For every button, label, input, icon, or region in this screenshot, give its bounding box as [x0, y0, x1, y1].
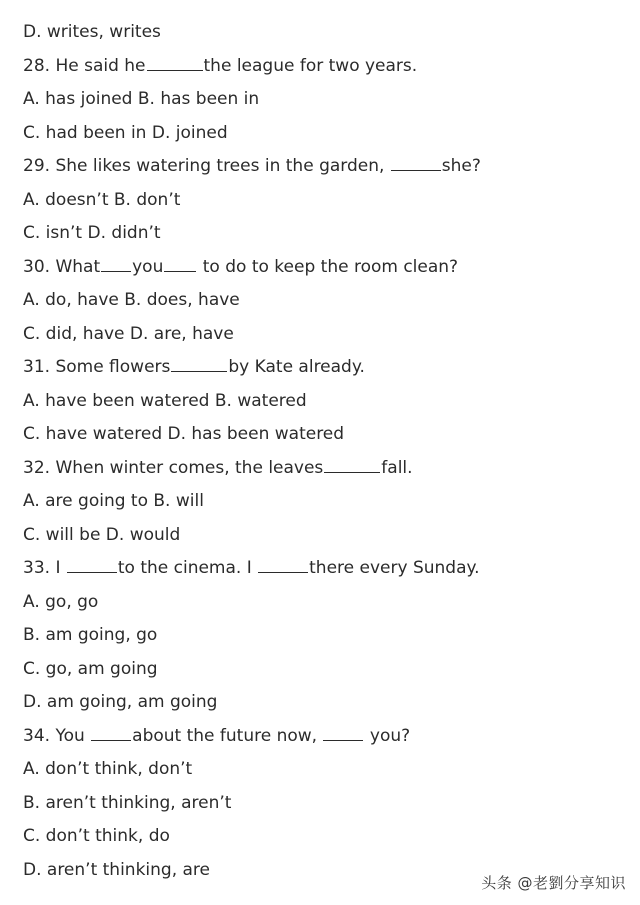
question-list — [23, 16, 623, 887]
line-text: A. do, have B. does, have — [23, 290, 240, 310]
line-text: fall. — [381, 457, 413, 478]
answer-blank — [171, 354, 227, 372]
line-text: 33. I — [23, 558, 66, 578]
watermark: 头条 @老劉分享知识 — [481, 874, 626, 892]
answer-blank — [91, 723, 131, 741]
text-line — [23, 686, 623, 720]
text-line — [23, 586, 623, 620]
text-line — [23, 519, 623, 553]
line-text: C. isn’t D. didn’t — [23, 223, 161, 243]
answer-blank — [391, 153, 441, 171]
answer-blank — [324, 455, 380, 473]
line-text: B. am going, go — [23, 625, 158, 645]
text-line — [23, 351, 623, 385]
line-text: A. don’t think, don’t — [23, 759, 193, 779]
text-line — [23, 150, 623, 184]
line-text: 32. When winter comes, the leaves — [23, 457, 324, 478]
answer-blank — [101, 254, 131, 272]
text-line — [23, 83, 623, 117]
text-line — [23, 619, 623, 653]
text-line — [23, 452, 623, 486]
line-text: she? — [441, 156, 481, 176]
text-line — [23, 50, 623, 84]
line-text: the league for two years. — [203, 55, 418, 76]
line-text: 29. She likes watering trees in the garden, — [23, 156, 390, 176]
line-text: C. will be D. would — [23, 524, 181, 545]
line-text: D. writes, writes — [23, 22, 161, 42]
text-line — [23, 720, 623, 754]
text-line — [23, 418, 623, 452]
text-line — [23, 251, 623, 285]
text-line — [23, 552, 623, 586]
line-text: A. has joined B. has been in — [23, 89, 260, 109]
line-text: there every Sunday. — [309, 558, 480, 578]
line-text: to the cinema. I — [117, 558, 258, 578]
text-line — [23, 284, 623, 318]
line-text: to do to keep the room clean? — [197, 256, 459, 277]
line-text: 30. What — [23, 256, 101, 277]
line-text: C. go, am going — [23, 658, 158, 679]
line-text: you — [132, 256, 164, 277]
line-text: A. doesn’t B. don’t — [23, 189, 181, 210]
text-line — [23, 217, 623, 251]
text-line — [23, 485, 623, 519]
text-line — [23, 184, 623, 218]
line-text: C. don’t think, do — [23, 826, 170, 846]
answer-blank — [164, 254, 196, 272]
line-text: A. go, go — [23, 591, 99, 612]
text-line — [23, 385, 623, 419]
answer-blank — [258, 555, 308, 573]
text-line — [23, 16, 623, 50]
line-text: C. had been in D. joined — [23, 122, 228, 143]
line-text: C. have watered D. has been watered — [23, 424, 345, 444]
line-text: A. are going to B. will — [23, 491, 204, 511]
line-text: 28. He said he — [23, 55, 146, 76]
answer-blank — [147, 53, 203, 71]
text-line — [23, 820, 623, 854]
text-line — [23, 787, 623, 821]
line-text: C. did, have D. are, have — [23, 323, 234, 344]
answer-blank — [67, 555, 117, 573]
answer-blank — [323, 723, 363, 741]
line-text: D. am going, am going — [23, 692, 218, 712]
line-text: by Kate already. — [228, 357, 365, 377]
text-line — [23, 653, 623, 687]
line-text: B. aren’t thinking, aren’t — [23, 792, 232, 813]
line-text: A. have been watered B. watered — [23, 390, 307, 411]
text-line — [23, 753, 623, 787]
text-line — [23, 117, 623, 151]
line-text: 31. Some flowers — [23, 357, 171, 377]
line-text: 34. You — [23, 725, 91, 746]
text-line — [23, 318, 623, 352]
line-text: you? — [364, 725, 411, 746]
line-text: D. aren’t thinking, are — [23, 859, 211, 880]
line-text: about the future now, — [132, 725, 323, 746]
